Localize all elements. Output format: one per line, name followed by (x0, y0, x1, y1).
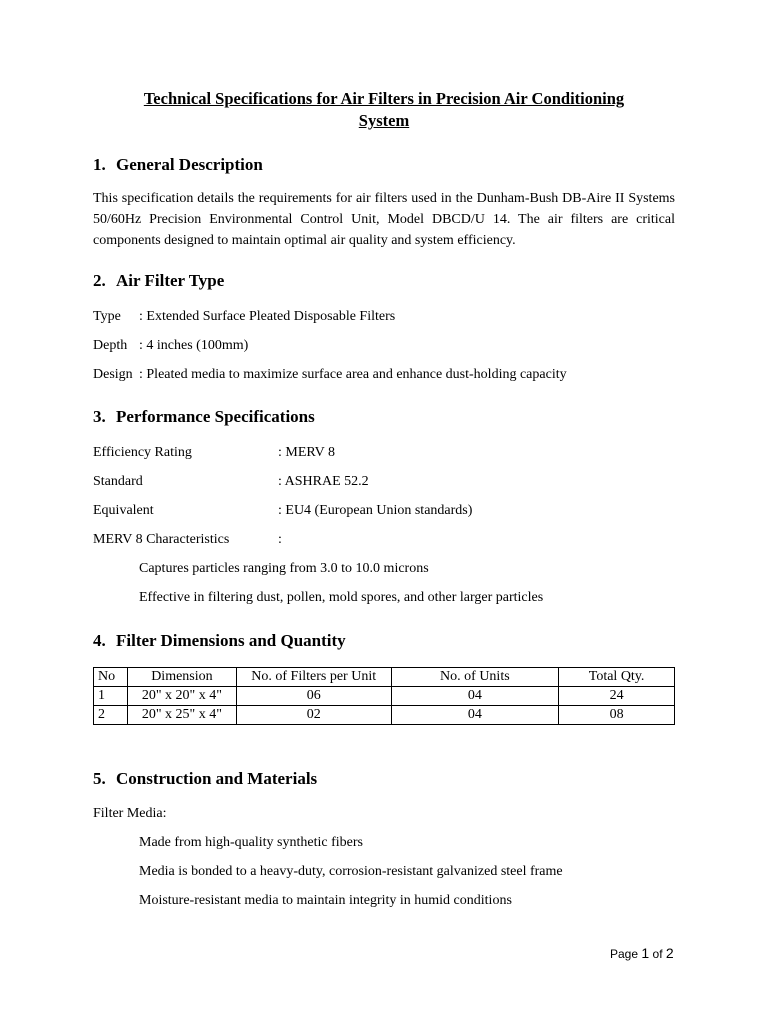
section-4-heading: 4. Filter Dimensions and Quantity (93, 631, 346, 650)
table-cell: 20" x 20" x 4" (127, 687, 236, 706)
spec-row-type: Type : Extended Surface Pleated Disposable Filters (93, 309, 396, 324)
media-bullet-1: Made from high-quality synthetic fibers (139, 835, 363, 850)
general-description-paragraph: This specification details the requirements for air filters used in the Dunham-Bush DB-Aire II Systems 50/60Hz Precision Environmental Control Unit, Model DBCD/U 14. The air filters are critical components designed to maintain optimal air quality and system efficiency. (93, 191, 675, 248)
column-header: No (94, 668, 128, 687)
spec-row-merv8: MERV 8 Characteristics : (93, 532, 282, 547)
filter-media-label: Filter Media: (93, 806, 167, 821)
spec-row-depth: Depth : 4 inches (100mm) (93, 338, 249, 353)
merv8-bullet-1: Captures particles ranging from 3.0 to 10.0 microns (139, 561, 429, 576)
column-header: No. of Filters per Unit (236, 668, 391, 687)
table-row (94, 706, 675, 725)
merv8-bullet-2: Effective in filtering dust, pollen, mold spores, and other larger particles (139, 590, 544, 605)
table-cell: 2 (94, 706, 128, 725)
section-1-heading: 1. General Description (93, 155, 263, 174)
title-line-1: Technical Specifications for Air Filters in Precision Air Conditioning (143, 89, 625, 108)
total-pages: 2 (665, 945, 674, 961)
table-row (94, 687, 675, 706)
table-cell: 04 (391, 687, 559, 706)
table-header-row (94, 668, 675, 687)
spec-row-equivalent: Equivalent : EU4 (European Union standards) (93, 503, 473, 518)
document-title (93, 88, 675, 132)
section-3-heading: 3. Performance Specifications (93, 407, 315, 426)
media-bullet-2: Media is bonded to a heavy-duty, corrosion-resistant galvanized steel frame (139, 864, 563, 879)
table-cell: 02 (236, 706, 391, 725)
spec-row-standard: Standard : ASHRAE 52.2 (93, 474, 369, 489)
column-header: Total Qty. (559, 668, 675, 687)
current-page: 1 (641, 945, 650, 961)
section-5-heading: 5. Construction and Materials (93, 769, 318, 788)
table-cell: 08 (559, 706, 675, 725)
table-cell: 24 (559, 687, 675, 706)
section-2-heading: 2. Air Filter Type (93, 271, 225, 290)
filter-dimensions-table (93, 667, 675, 725)
title-line-2: System (358, 111, 410, 130)
spec-row-efficiency: Efficiency Rating : MERV 8 (93, 445, 335, 460)
media-bullet-3: Moisture-resistant media to maintain integrity in humid conditions (139, 893, 512, 908)
spec-row-design: Design : Pleated media to maximize surface area and enhance dust-holding capacity (93, 367, 567, 382)
column-header: No. of Units (391, 668, 559, 687)
column-header: Dimension (127, 668, 236, 687)
table-cell: 1 (94, 687, 128, 706)
page-number-footer: Page 1 of 2 (610, 945, 674, 961)
table-cell: 06 (236, 687, 391, 706)
table-cell: 04 (391, 706, 559, 725)
table-cell: 20" x 25" x 4" (127, 706, 236, 725)
